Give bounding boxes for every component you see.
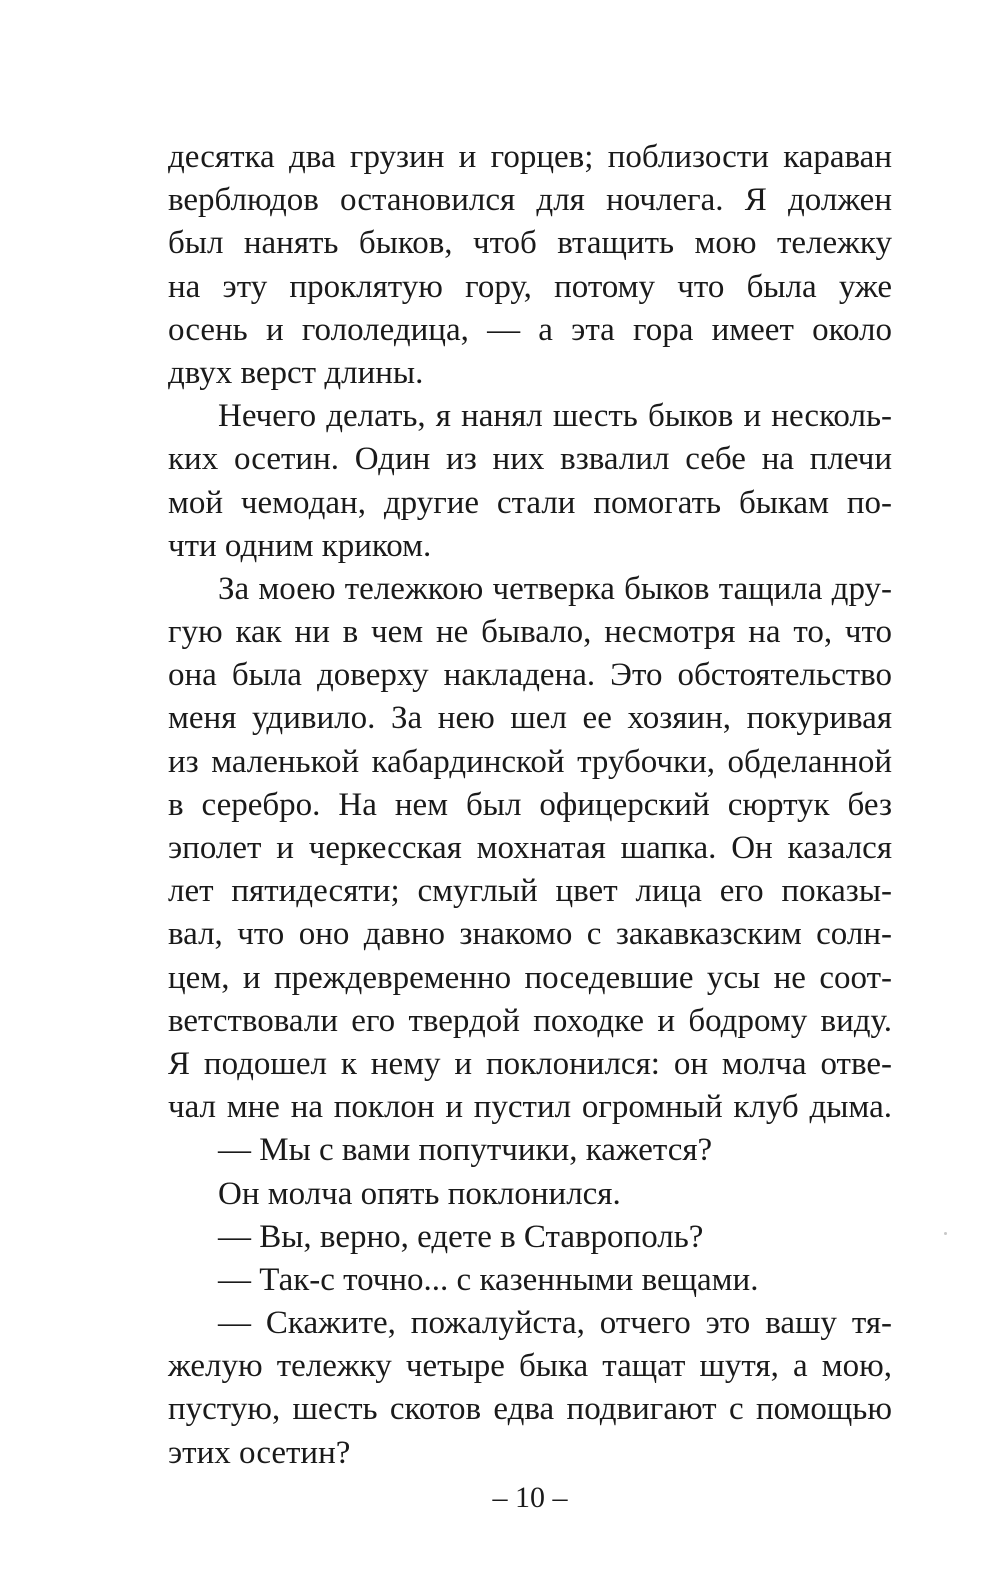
text-line: чал мне на поклон и пустил огромный клуб дыма. [168, 1089, 892, 1126]
text-line: лет пятидесяти; смуглый цвет лица его показы- [168, 873, 892, 910]
text-line: эполет и черкесская мохнатая шапка. Он казался [168, 830, 892, 866]
text-line: из маленькой кабардинской трубочки, обделанной [168, 743, 892, 780]
text-line: вал, что оно давно знакомо с закавказским солн- [168, 916, 892, 953]
text-line: двух верст длины. [168, 354, 424, 391]
text-line: верблюдов остановился для ночлега. Я должен [168, 182, 892, 219]
text-line: гую как ни в чем не бывало, несмотря на то, что [168, 614, 892, 651]
text-line: За моею тележкою четверка быков тащила дру- [218, 570, 892, 607]
text-line: был нанять быков, чтоб втащить мою тележку [168, 225, 892, 262]
page-body-text [168, 136, 892, 1475]
text-line: на эту проклятую гору, потому что была уже [168, 268, 892, 305]
text-line: десятка два грузин и горцев; поблизости караван [168, 139, 892, 175]
text-line: осень и гололедица, — а эта гора имеет около [168, 311, 892, 348]
text-line: — Скажите, пожалуйста, отчего это вашу тя- [218, 1305, 892, 1342]
text-line: Я подошел к нему и поклонился: он молча отве- [168, 1045, 892, 1082]
text-line: желую тележку четыре быка тащат шутя, а мою, [168, 1348, 892, 1385]
margin-speck [944, 1232, 947, 1235]
text-line: — Мы с вами попутчики, кажется? [218, 1132, 713, 1169]
text-line: ких осетин. Один из них взвалил себе на плечи [168, 441, 892, 478]
text-line: меня удивило. За нею шел ее хозяин, покуривая [168, 700, 892, 737]
text-line: пустую, шесть скотов едва подвигают с помощью [168, 1391, 892, 1428]
text-line: она была доверху накладена. Это обстоятельство [168, 657, 892, 694]
text-line: — Вы, верно, едете в Ставрополь? [218, 1218, 704, 1255]
text-line: в серебро. На нем был офицерский сюртук без [168, 786, 892, 823]
text-line: цем, и преждевременно поседевшие усы не соот- [168, 959, 892, 996]
text-line: Нечего делать, я нанял шесть быков и несколь- [218, 398, 892, 435]
text-line: этих осетин? [168, 1434, 351, 1471]
text-line: — Так-с точно... с казенными вещами. [218, 1261, 759, 1298]
page-number: – 10 – [492, 1481, 568, 1514]
text-line: чти одним криком. [168, 527, 432, 564]
text-line: Он молча опять поклонился. [218, 1175, 621, 1212]
text-line: ветствовали его твердой походке и бодрому виду. [168, 1002, 892, 1039]
text-line: мой чемодан, другие стали помогать быкам по- [168, 484, 892, 521]
